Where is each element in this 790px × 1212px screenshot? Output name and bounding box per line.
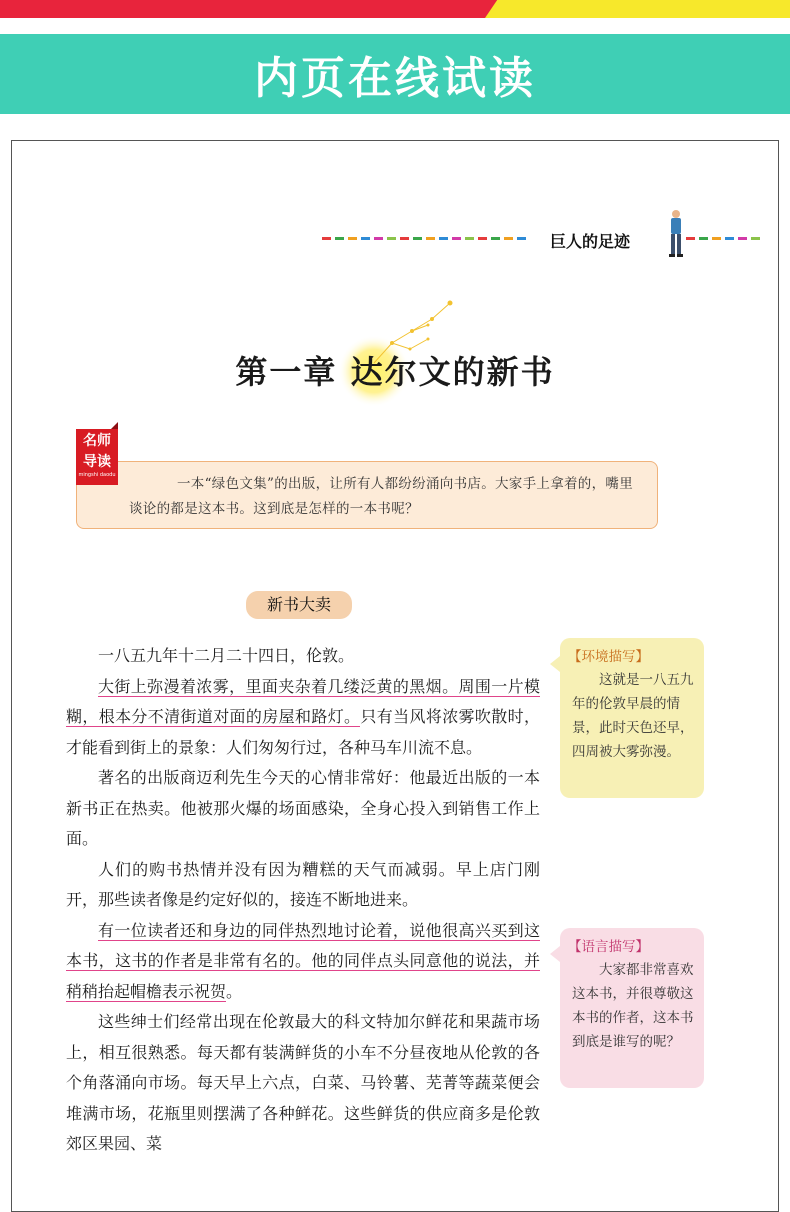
top-strip-yellow	[485, 0, 790, 18]
top-strip	[0, 0, 790, 18]
guide-text: 一本“绿色文集”的出版，让所有人都纷纷涌向书店。大家手上拿着的，嘴里谈论的都是这本书。这到底是怎样的一本书呢？	[129, 476, 634, 517]
note-text: 大家都非常喜欢这本书，并很尊敬这本书的作者，这本书到底是谁写的呢？	[572, 962, 694, 1050]
guide-tag-line2: 导读	[83, 454, 111, 470]
guide-tag-line1: 名师	[83, 433, 111, 449]
running-title: 巨人的足迹	[550, 232, 631, 251]
paragraph: 这些绅士们经常出现在伦敦最大的科文特加尔鲜花和果蔬市场上，相互很熟悉。每天都有装满鲜货的小车不分昼夜地从伦敦的各个角落涌向市场。每天早上六点，白菜、马铃薯、芜菁等蔬菜便会堆满市场，花瓶里则摆满了各种鲜花。这些鲜货的供应商多是伦敦郊区果园、菜	[66, 1012, 540, 1153]
paragraph: 人们的购书热情并没有因为糟糕的天气而减弱。早上店门刚开，那些读者像是约定好似的，接连不断地进来。	[66, 859, 540, 909]
guide-box	[76, 461, 658, 529]
note-label: 【语言描写】	[568, 939, 649, 955]
note-text: 这就是一八五九年的伦敦早晨的情景，此时天色还早，四周被大雾弥漫。	[572, 672, 694, 760]
banner-title: 内页在线试读	[254, 53, 536, 104]
paragraph: 著名的出版商迈利先生今天的心情非常好：他最近出版的一本新书正在热卖。他被那火爆的场面感染，全身心投入到销售工作上面。	[66, 768, 540, 848]
language-note	[560, 928, 704, 1088]
note-label: 【环境描写】	[568, 649, 649, 665]
underlined-text: 大街上弥漫着浓雾，里面夹杂着几缕泛黄的黑烟。周围一片模糊，根本分不清街道对面的房屋和路灯。	[66, 676, 540, 726]
section-heading: 新书大卖	[246, 591, 352, 619]
book-page	[11, 140, 779, 1212]
underlined-text: 有一位读者还和身边的同伴热烈地讨论着，说他很高兴买到这本书，这书的作者是非常有名的。他的同伴点头同意他的说法，并稍稍抬起帽檐表示祝贺	[66, 920, 540, 1001]
header-rule-left	[322, 237, 540, 241]
paragraph-text: 只有当风将浓雾吹散时，才能看到街上的景象：人们匆匆行过，各种马车川流不息。	[66, 707, 540, 757]
environment-note	[560, 638, 704, 798]
paragraph	[66, 916, 540, 1008]
paragraph	[66, 672, 540, 764]
chapter-title: 第一章 达尔文的新书	[235, 353, 555, 391]
banner	[0, 34, 790, 114]
paragraph-text: 。	[226, 981, 243, 1001]
standing-man-icon	[666, 209, 686, 259]
paragraph: 一八五九年十二月二十四日，伦敦。	[98, 646, 355, 665]
guide-tag	[76, 429, 118, 485]
body-text	[66, 641, 540, 1160]
top-strip-red	[0, 0, 500, 18]
header-rule-right	[686, 237, 778, 241]
guide-tag-pinyin: mingshi daodu	[78, 472, 116, 478]
